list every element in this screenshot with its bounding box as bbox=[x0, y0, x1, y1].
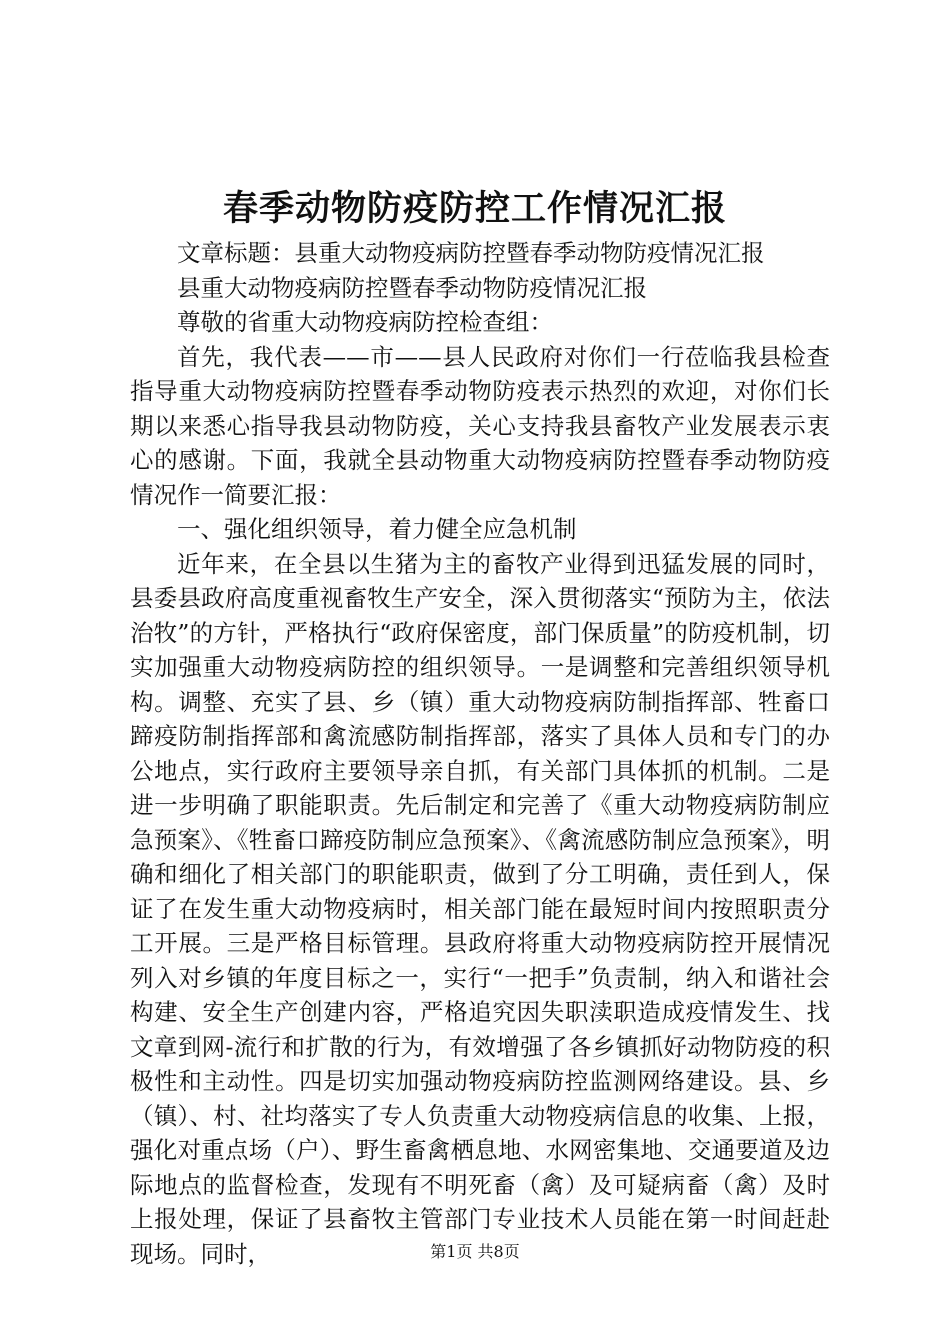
paragraph-salutation: 尊敬的省重大动物疫病防控检查组： bbox=[177, 308, 553, 336]
paragraph-section-1-body: 近年来，在全县以生猪为主的畜牧产业得到迅猛发展的同时，县委县政府高度重视畜牧生产安全，深入贯彻落实“预防为主，依法治牧”的方针，严格执行“政府保密度，部门保质量”的防疫机制，切实加强重大动物疫病防控的组织领导。一是调整和完善组织领导机构。调整、充实了县、乡（镇）重大动物疫病防制指挥部、牲畜口蹄疫防制指挥部和禽流感防制指挥部，落实了具体人员和专门的办公地点，实行政府主要领导亲自抓，有关部门具体抓的机制。二是进一步明确了职能职责。先后制定和完善了《重大动物疫病防制应急预案》、《牲畜口蹄疫防制应急预案》、《禽流感防制应急预案》，明确和细化了相关部门的职能职责，做到了分工明确，责任到人，保证了在发生重大动物疫病时，相关部门能在最短时间内按照职责分工开展。三是严格目标管理。县政府将重大动物疫病防控开展情况列入对乡镇的年度目标之一，实行“一把手”负责制，纳入和谐社会构建、安全生产创建内容，严格追究因失职渎职造成疫情发生、找文章到网-流行和扩散的行为，有效增强了各乡镇抓好动物防疫的积极性和主动性。四是切实加强动物疫病防控监测网络建设。县、乡（镇）、村、社均落实了专人负责重大动物疫病信息的收集、上报，强化对重点场（户）、野生畜禽栖息地、水网密集地、交通要道及边际地点的监督检查，发现有不明死畜（禽）及可疑病畜（禽）及时上报处理，保证了县畜牧主管部门专业技术人员能在第一时间赶赴现场。同时， bbox=[130, 549, 830, 1268]
page-number-footer: 第1页 共8页 bbox=[430, 1242, 520, 1261]
document-title: 春季动物防疫防控工作情况汇报 bbox=[222, 188, 727, 229]
section-heading-1: 一、强化组织领导，着力健全应急机制 bbox=[177, 515, 577, 543]
paragraph-introduction: 首先，我代表——市——县人民政府对你们一行莅临我县检查指导重大动物疫病防控暨春季动物防疫表示热烈的欢迎，对你们长期以来悉心指导我县动物防疫，关心支持我县畜牧产业发展表示衷心的感谢。下面，我就全县动物重大动物疫病防控暨春季动物防疫情况作一简要汇报： bbox=[130, 342, 830, 509]
paragraph-report-title: 县重大动物疫病防控暨春季动物防疫情况汇报 bbox=[177, 273, 647, 302]
document-body bbox=[130, 236, 830, 1271]
paragraph-article-title: 文章标题：县重大动物疫病防控暨春季动物防疫情况汇报 bbox=[177, 239, 765, 267]
